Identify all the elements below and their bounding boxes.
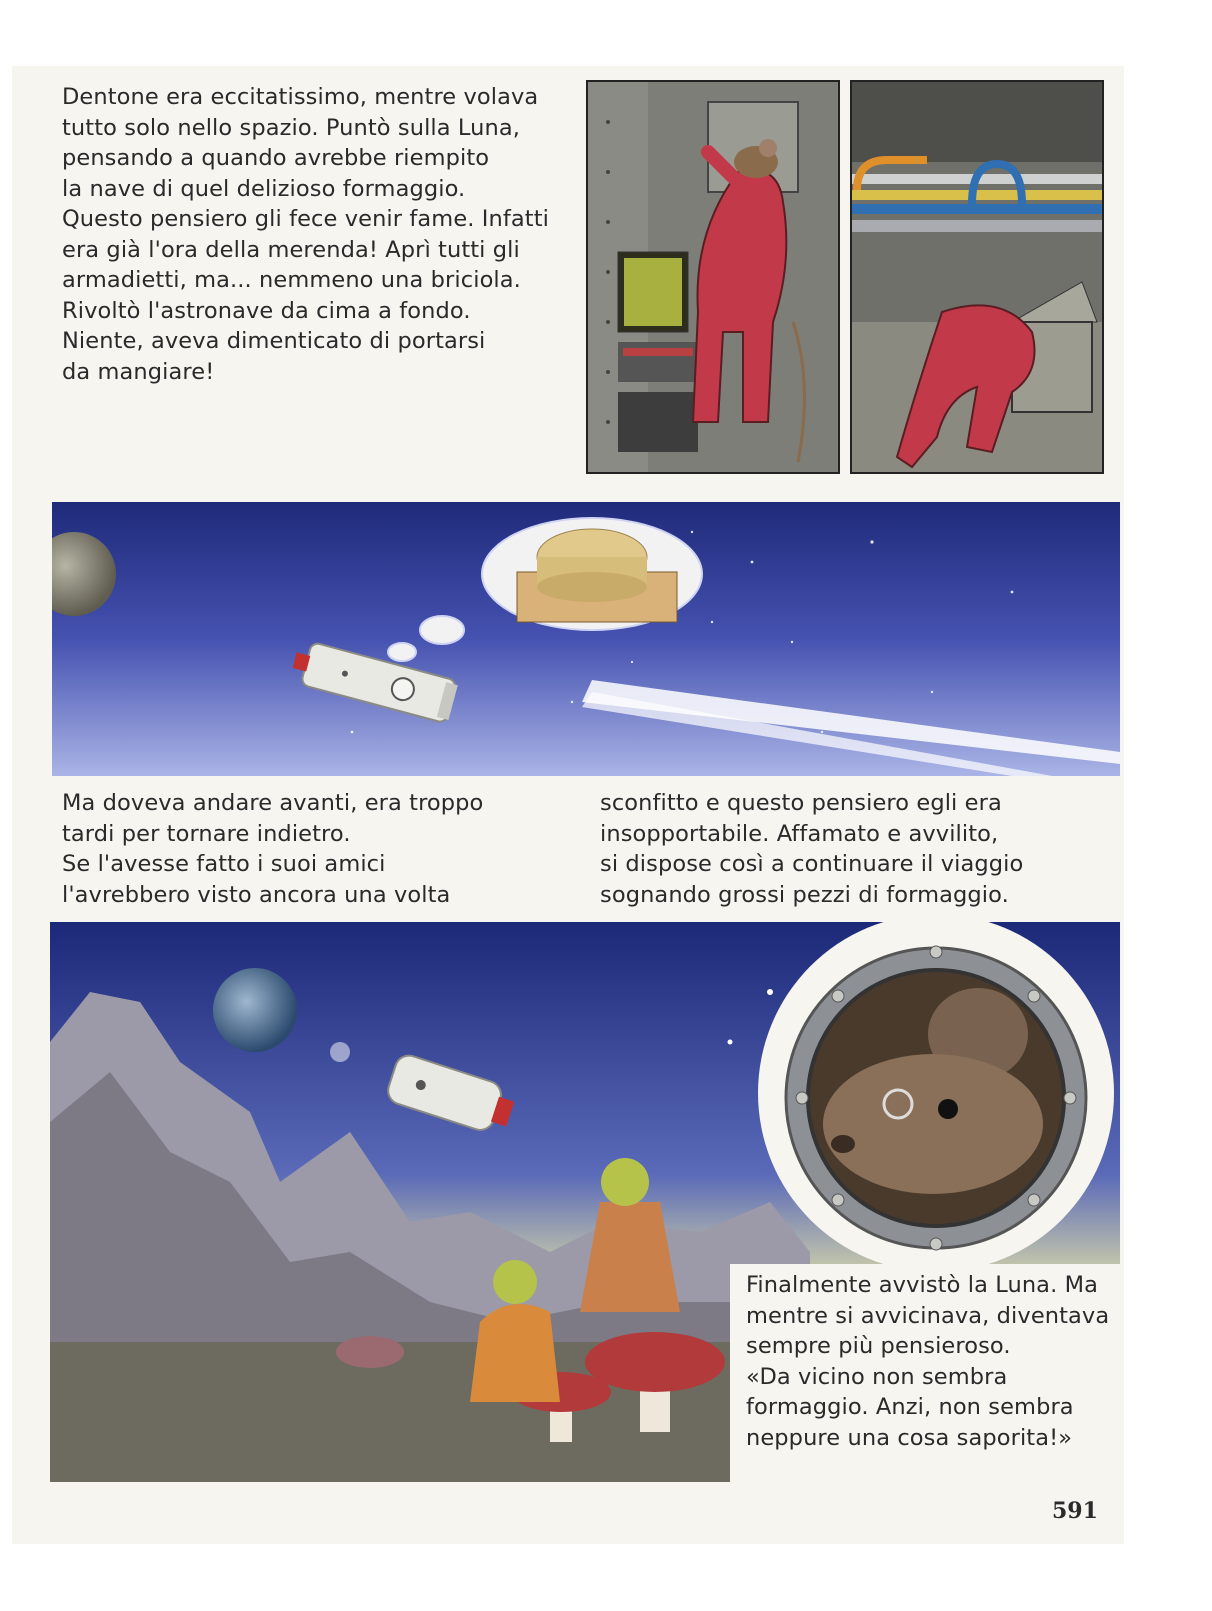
story-paragraph-2-right: sconfitto e questo pensiero egli era insopportabile. Affamato e avvilito, si dispose così a continuare il viaggio sognando grossi pezzi di formaggio. xyxy=(600,790,1024,908)
story-paragraph-1: Dentone era eccitatissimo, mentre volava tutto solo nello spazio. Puntò sulla Luna, pensando a quando avrebbe riempito la nave di quel delizioso formaggio. Questo pensiero gli fece venir fame. Infatti era già l'ora della merenda! Aprì tutti gli armadietti, ma... nemmeno una briciola. Rivoltò l'astronave da cima a fondo. Niente, aveva dimenticato di portarsi da mangiare! xyxy=(62,84,549,385)
panel-rocket-dreaming-of-cheese xyxy=(52,502,1120,776)
page-number: 591 xyxy=(1052,1498,1098,1524)
panel-mouse-searching-cupboard xyxy=(586,80,840,474)
book-page xyxy=(12,66,1124,1544)
story-paragraph-2-left: Ma doveva andare avanti, era troppo tardi per tornare indietro. Se l'avesse fatto i suoi amici l'avrebbero visto ancora una volta xyxy=(62,790,484,908)
panel-mouse-searching-chest xyxy=(850,80,1104,474)
panel-mouse-at-porthole xyxy=(758,914,1114,1272)
story-paragraph-3: Finalmente avvistò la Luna. Ma mentre si avvicinava, diventava sempre più pensieroso. «Da vicino non sembra formaggio. Anzi, non sembra neppure una cosa saporita!» xyxy=(746,1272,1110,1451)
